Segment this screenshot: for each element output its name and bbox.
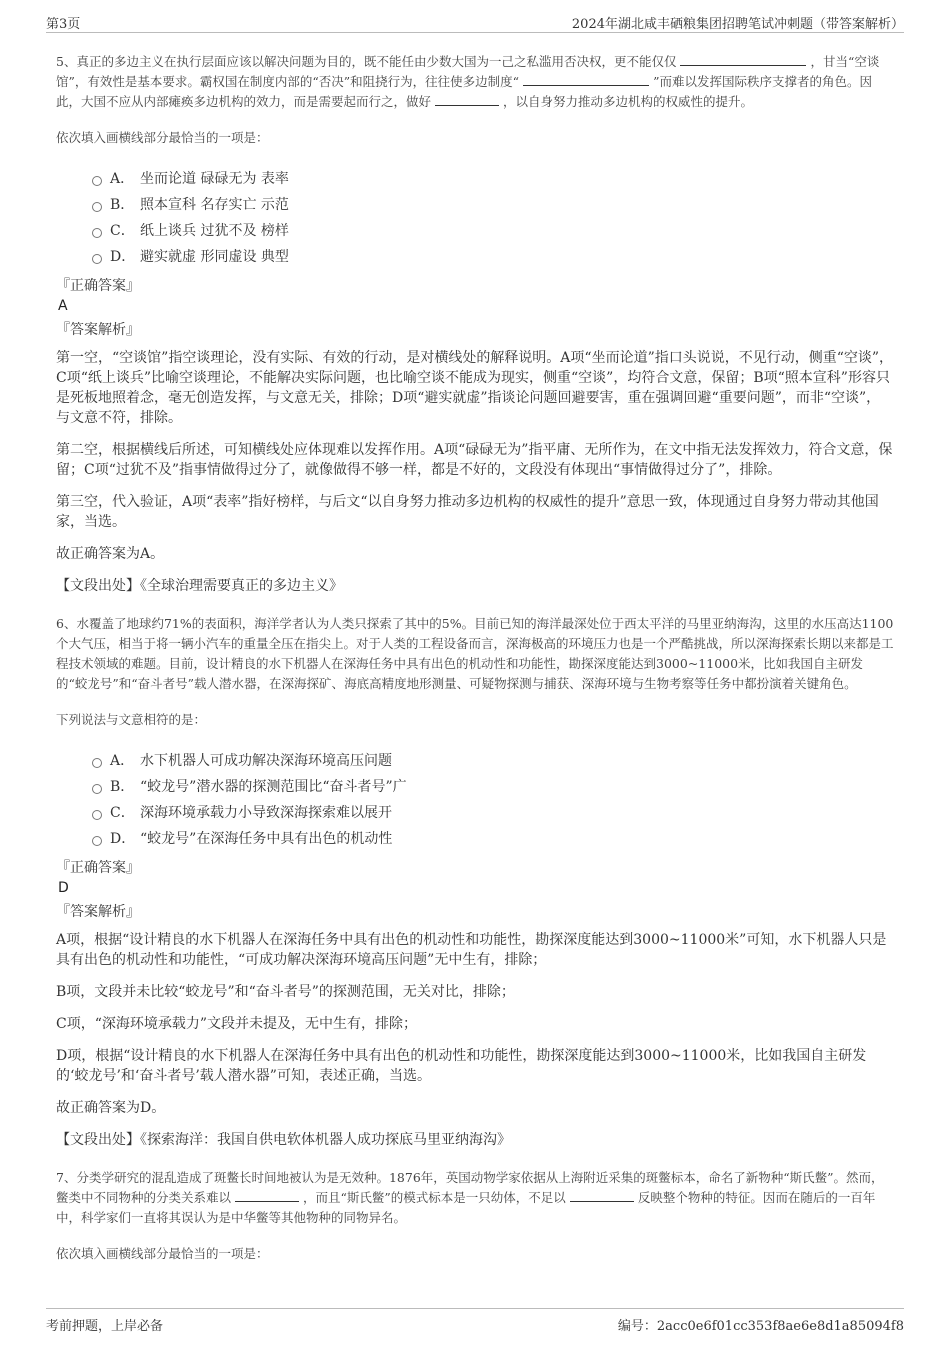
radio-icon[interactable] [92,176,102,186]
option-a[interactable]: A． 坐而论道 碌碌无为 表率 [92,166,894,192]
question-6-options [92,748,894,852]
analysis-conclusion: 故正确答案为A。 [56,546,165,562]
analysis-label: 『答案解析』 [56,322,140,338]
option-c[interactable]: C． 纸上谈兵 过犹不及 榜样 [92,218,894,244]
option-a[interactable]: A． 水下机器人可成功解决深海环境高压问题 [92,748,894,774]
text-source: 【文段出处】《全球治理需要真正的多边主义》 [56,578,343,594]
answer-blank [523,72,649,86]
radio-icon[interactable] [92,758,102,768]
correct-answer-label: 『正确答案』 [56,278,140,294]
analysis-paragraph: 第一空，“空谈馆”指空谈理论，没有实际、有效的行动，是对横线处的解释说明。A项“坐而论道”指口头说说，不见行动，侧重“空谈”，C项“纸上谈兵”比喻空谈理论，不能解决实际问题，也比喻空谈不能成为现实，侧重“空谈”，均符合文意，保留；B项“照本宣科”形容只是死板地照着念，毫无创造发挥，与文意无关，排除；D项“避实就虚”指谈论问题回避要害，重在强调回避“重要问题”，而非“空谈”，与文意不符，排除。 [56,350,894,426]
document-id: 编号：2acc0e6f01cc353f8ae6e8d1a85094f8 [617,1319,904,1334]
analysis-conclusion: 故正确答案为D。 [56,1100,166,1116]
footer-slogan: 考前押题，上岸必备 [46,1319,164,1334]
answer-blank [680,52,806,66]
question-7-prompt: 依次填入画横线部分最恰当的一项是： [56,1246,269,1261]
question-5-text: 5、真正的多边主义在执行层面应该以解决问题为目的，既不能任由少数大国为一己之私滥用否决权，更不能仅仅 ，甘当“空谈馆”，有效性是基本要求。霸权国在制度内部的“否决”和阻挠行为，往往使多边制度“ ”而难以发挥国际秩序支撑者的角色。因此，大国不应从内部瘫痪多边机构的效力，而是需要起而行之，做好 ，以自身努力推动多边机构的权威性的提升。 [56,54,880,109]
analysis-paragraph: 第二空，根据横线后所述，可知横线处应体现难以发挥作用。A项“碌碌无为”指平庸、无所作为，在文中指无法发挥效力，符合文意，保留；C项“过犹不及”指事情做得过分了，就像做得不够一样，都是不好的，文段没有体现出“事情做得过分了”，排除。 [56,442,893,478]
page-footer [46,1308,904,1335]
radio-icon[interactable] [92,810,102,820]
text-source: 【文段出处】《探索海洋：我国自供电软体机器人成功探底马里亚纳海沟》 [56,1132,511,1148]
analysis-paragraph: B项，文段并未比较“蛟龙号”和“奋斗者号”的探测范围，无关对比，排除； [56,984,515,1000]
page-header [46,10,904,33]
radio-icon[interactable] [92,784,102,794]
page-number: 第3页 [46,17,81,32]
radio-icon[interactable] [92,228,102,238]
option-d[interactable]: D． 避实就虚 形同虚设 典型 [92,244,894,270]
answer-blank [435,92,499,106]
analysis-paragraph: 第三空，代入验证，A项“表率”指好榜样，与后文“以自身努力推动多边机构的权威性的提升”意思一致，体现通过自身努力带动其他国家，当选。 [56,494,879,530]
radio-icon[interactable] [92,202,102,212]
analysis-paragraph: C项，“深海环境承载力”文段并未提及，无中生有，排除； [56,1016,418,1032]
question-5-options [92,166,894,270]
option-b[interactable]: B． 照本宣科 名存实亡 示范 [92,192,894,218]
answer-blank [235,1188,299,1202]
document-title: 2024年湖北咸丰硒粮集团招聘笔试冲刺题（带答案解析） [571,17,904,32]
question-7-text: 7、分类学研究的混乱造成了斑鳖长时间地被认为是无效种。1876年，英国动物学家依据从上海附近采集的斑鳖标本，命名了新物种“斯氏鳖”。然而，鳖类中不同物种的分类关系难以 ，而且“斯氏鳖”的模式标本是一只幼体，不足以 反映整个物种的特征。因而在随后的一百年中，科学家们一直将其误认为是中华鳖等其他物种的同物异名。 [56,1170,884,1225]
document-body [56,52,894,1282]
option-b[interactable]: B． “蛟龙号”潜水器的探测范围比“奋斗者号”广 [92,774,894,800]
radio-icon[interactable] [92,836,102,846]
correct-answer: A [58,298,68,314]
analysis-paragraph: A项，根据“设计精良的水下机器人在深海任务中具有出色的机动性和功能性，勘探深度能达到3000~11000米”可知，水下机器人只是具有出色的机动性和功能性，“可成功解决深海环境高压问题”无中生有，排除； [56,932,887,968]
radio-icon[interactable] [92,254,102,264]
question-6-text: 6、水覆盖了地球约71%的表面积，海洋学者认为人类只探索了其中的5%。目前已知的海洋最深处位于西太平洋的马里亚纳海沟，这里的水压高达1100个大气压，相当于将一辆小汽车的重量全压在指尖上。对于人类的工程设备而言，深海极高的环境压力也是一个严酷挑战，所以深海探索长期以来都是工程技术领域的难题。目前，设计精良的水下机器人在深海任务中具有出色的机动性和功能性，勘探深度能达到3000~11000米，比如我国自主研发的“蛟龙号”和“奋斗者号”载人潜水器，在深海探矿、海底高精度地形测量、可疑物探测与捕获、深海环境与生物考察等任务中都扮演着关键角色。 [56,616,894,691]
question-5-prompt: 依次填入画横线部分最恰当的一项是： [56,130,269,145]
correct-answer: D [58,880,69,896]
analysis-label: 『答案解析』 [56,904,140,920]
correct-answer-label: 『正确答案』 [56,860,140,876]
question-6-prompt: 下列说法与文意相符的是： [56,712,207,727]
option-d[interactable]: D． “蛟龙号”在深海任务中具有出色的机动性 [92,826,894,852]
analysis-paragraph: D项，根据“设计精良的水下机器人在深海任务中具有出色的机动性和功能性，勘探深度能达到3000~11000米，比如我国自主研发的‘蛟龙号’和‘奋斗者号’载人潜水器”可知，表述正确，当选。 [56,1048,867,1084]
answer-blank [570,1188,634,1202]
option-c[interactable]: C． 深海环境承载力小导致深海探索难以展开 [92,800,894,826]
